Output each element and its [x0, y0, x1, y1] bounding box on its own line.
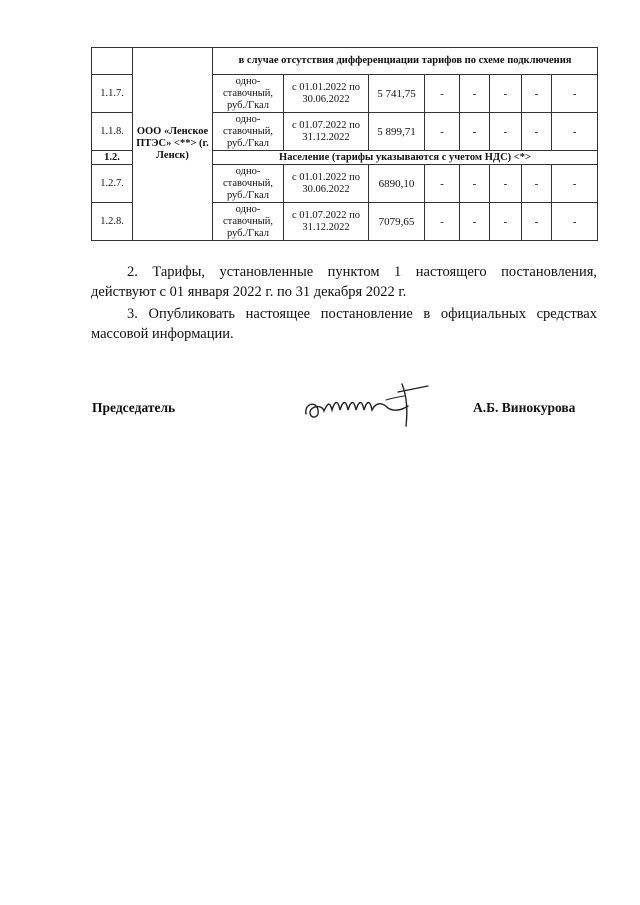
row-period: с 01.01.2022 по 30.06.2022	[284, 75, 369, 113]
row-dash: -	[460, 203, 490, 241]
row-unit: одно-ставочный, руб./Гкал	[213, 203, 284, 241]
row-dash: -	[552, 165, 598, 203]
row-dash: -	[460, 113, 490, 151]
row-period: с 01.01.2022 по 30.06.2022	[284, 165, 369, 203]
row-value: 5 899,71	[369, 113, 425, 151]
row-dash: -	[522, 113, 552, 151]
row-unit: одно-ставочный, руб./Гкал	[213, 165, 284, 203]
row-code: 1.2.8.	[92, 203, 133, 241]
paragraph-3: 3. Опубликовать настоящее постановление в официальных средствах массовой информации.	[91, 306, 597, 342]
row-period: с 01.07.2022 по 31.12.2022	[284, 203, 369, 241]
row-dash: -	[552, 113, 598, 151]
row-value: 5 741,75	[369, 75, 425, 113]
row-dash: -	[522, 165, 552, 203]
header-note: в случае отсутствия дифференциации тарифов по схеме подключения	[213, 48, 598, 75]
row-dash: -	[522, 75, 552, 113]
row-dash: -	[552, 203, 598, 241]
paragraph-2: 2. Тарифы, установленные пунктом 1 настоящего постановления, действуют с 01 января 2022 г. по 31 декабря 2022 г.	[91, 264, 597, 300]
row-code: 1.1.7.	[92, 75, 133, 113]
row-unit: одно-ставочный, руб./Гкал	[213, 113, 284, 151]
row-dash: -	[425, 165, 460, 203]
row-code: 1.2.7.	[92, 165, 133, 203]
org-name-cell: ООО «Ленское ПТЭС» <**> (г. Ленск)	[133, 48, 213, 241]
handwritten-signature	[302, 380, 430, 430]
row-dash: -	[460, 165, 490, 203]
row-code: 1.1.8.	[92, 113, 133, 151]
row-dash: -	[490, 113, 522, 151]
row-dash: -	[552, 75, 598, 113]
row-unit: одно-ставочный, руб./Гкал	[213, 75, 284, 113]
row-value: 7079,65	[369, 203, 425, 241]
table-header-row	[92, 48, 598, 75]
section-label: Население (тарифы указываются с учетом НДС) <*>	[213, 151, 598, 165]
row-dash: -	[425, 75, 460, 113]
row-dash: -	[490, 165, 522, 203]
signatory-name: А.Б. Винокурова	[473, 400, 576, 415]
row-dash: -	[460, 75, 490, 113]
row-value: 6890,10	[369, 165, 425, 203]
row-dash: -	[425, 203, 460, 241]
empty-cell	[92, 48, 133, 75]
row-dash: -	[425, 113, 460, 151]
row-dash: -	[522, 203, 552, 241]
signatory-role: Председатель	[92, 400, 176, 415]
row-dash: -	[490, 203, 522, 241]
tariff-table	[91, 47, 598, 241]
section-code: 1.2.	[92, 151, 133, 165]
row-period: с 01.07.2022 по 31.12.2022	[284, 113, 369, 151]
row-dash: -	[490, 75, 522, 113]
